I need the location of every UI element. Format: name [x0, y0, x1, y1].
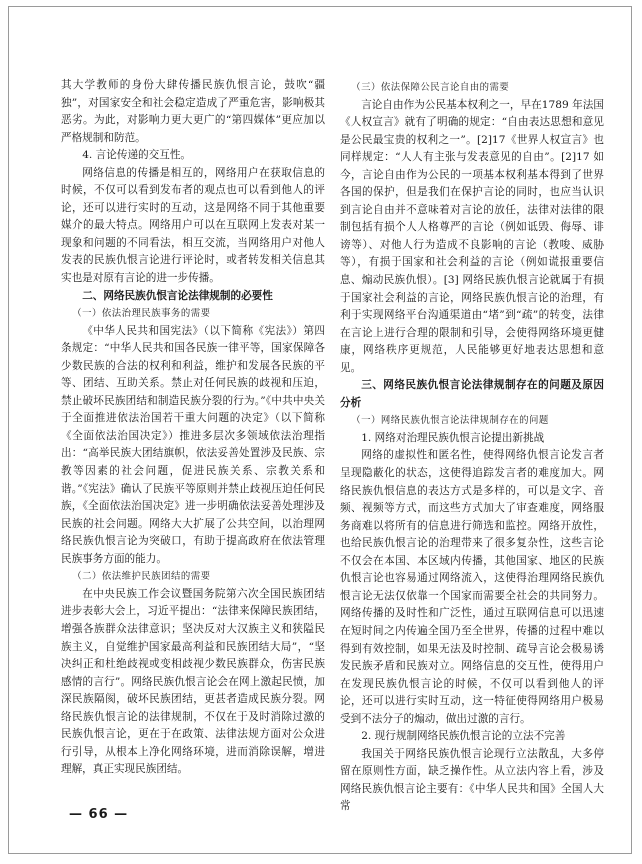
- section-heading: 二、网络民族仇恨言论法律规制的必要性: [82, 289, 273, 302]
- subheading: 1. 网络对治理民族仇恨言论提出新挑战: [361, 431, 545, 444]
- page-number: — 66 —: [69, 807, 129, 822]
- paragraph: 我国关于网络民族仇恨言论现行立法散乱，大多停留在原则性方面，缺乏操作性。从立法内容上看，涉及网络民族仇恨言论主要有：《中华人民共和国》全国人大常: [340, 747, 604, 813]
- paragraph: 《中华人民共和国宪法》（以下简称《宪法》）第四条规定：“中华人民共和国各民族一律平等，国家保障各少数民族的合法的权利和利益，维护和发展各民族的平等、团结、互助关系。禁止对任何民族的歧视和压迫，禁止破坏民族团结和制造民族分裂的行为。”《中共中央关于全面推进依法治国若干重大问题的决定》（以下简称《全面依法治国决定》）推进多层次多领域依法治理指出：“高举民族大团结旗帜，依法妥善处置涉及民族、宗教等因素的社会问题，促进民族关系、宗教关系和谐。”《宪法》确认了民族平等原则并禁止歧视压迫任何民族，《全面依法治国决定》进一步明确依法妥善处理涉及民族的社会问题。网络大大扩展了公共空间，以治理网络民族仇恨言论为突破口，有助于提高政府在依法管理民族事务方面的能力。: [61, 324, 325, 565]
- subheading: 4. 言论传递的交互性。: [82, 149, 192, 162]
- subsection-heading: （二）依法维护民族团结的需要: [72, 571, 211, 583]
- paragraph: 其大学教师的身份大肆传播民族仇恨言论，鼓吹“疆独”，对国家安全和社会稳定造成了严重危害，影响极其恶劣。为此，对影响力更大更广的“第四媒体”更应加以严格规制和防范。: [61, 79, 325, 144]
- subsection-heading: （一）网络民族仇恨言论法律规制存在的问题: [351, 415, 549, 427]
- section-heading: 三、网络民族仇恨言论法律规制存在的问题及原因分析: [340, 379, 604, 409]
- subheading: 2. 现行规制网络民族仇恨言论的立法不完善: [361, 730, 566, 743]
- left-column: [61, 77, 325, 779]
- paragraph: 网络信息的传播是相互的，网络用户在获取信息的时候，不仅可以看到发布者的观点也可以看到他人的评论，还可以进行实时的互动，这是网络不同于其他重要媒介的最大特点。网络用户可以在互联网上发表对某一现象和问题的不同看法，相互交流，当网络用户对他人发表的民族仇恨言论进行评论时，或者转发相关信息其实也是对原有言论的进一步传播。: [61, 166, 325, 285]
- subsection-heading: （一）依法治理民族事务的需要: [72, 308, 211, 320]
- paragraph: 网络的虚拟性和匿名性，使得网络仇恨言论发言者呈现隐蔽化的状态，这使得追踪发言者的难度加大。网络民族仇恨信息的表达方式是多样的，可以是文字、音频、视频等方式，而这些方式加大了审查难度，网络服务商难以将所有的信息进行筛选和监控。网络开放性，也给民族仇恨言论的治理带来了很多复杂性，这些言论不仅会在本国、本区域内传播，其他国家、地区的民族仇恨言论也容易通过网络流入，这使得治理网络民族仇恨言论无法仅依靠一个国家而需要全社会的共同努力。网络传播的及时性和广泛性，通过互联网信息可以迅速在短时间之内传遍全国乃至全世界，传播的过程中难以得到有效控制，如果无法及时控制、疏导言论会极易诱发民族矛盾和民族对立。网络信息的交互性，使得用户在发现民族仇恨言论的时候，不仅可以看到他人的评论，还可以进行实时互动，这一特征使得网络用户极易受到不法分子的煽动，做出过激的言行。: [340, 449, 604, 725]
- right-column: [340, 79, 604, 816]
- subsection-heading: （三）依法保障公民言论自由的需要: [351, 82, 510, 93]
- document-page: [8, 6, 632, 854]
- paragraph: 在中央民族工作会议暨国务院第六次全国民族团结进步表彰大会上，习近平提出：“法律来保障民族团结，增强各族群众法律意识；坚决反对大汉族主义和狭隘民族主义，自觉维护国家最高利益和民族团结大局”，“坚决纠正和杜绝歧视或变相歧视少数民族群众，伤害民族感情的言行”。网络民族仇恨言论会在网上激起民愤，加深民族隔阂，破坏民族团结，更甚者造成民族分裂。网络民族仇恨言论的法律规制，不仅在于及时消除过激的民族仇恨言论，更在于在政策、法律法规方面对公众进行引导，从根本上净化网络环境，进而消除误解，增进理解，真正实现民族团结。: [61, 587, 325, 776]
- paragraph: 言论自由作为公民基本权利之一，早在1789 年法国《人权宣言》就有了明确的规定：“自由表达思想和意见是公民最宝贵的权利之一”。[2]17《世界人权宣言》也同样规定：“人人有主张与发表意见的自由”。[2]17 如今，言论自由作为公民的一项基本权利基本得到了世界各国的保护，但是我们在保护言论的同时，也应当认识到言论自由并不意味着对言论的放任，法律对法律的限制包括有损个人人格尊严的言论（例如诋毁、侮辱、诽谤等）、对他人行为造成不良影响的言论（教唆、威胁等），有损于国家和社会利益的言论（例如谎报重要信息、煽动民族仇恨）。[3] 网络民族仇恨言论就属于有损于国家社会利益的言论，网络民族仇恨言论的治理，有利于实现网络平台沟通渠道由“堵”到“疏”的转变，法律在言论上进行合理的限制和引导，会使得网络环境更健康，网络秩序更规范，人民能够更好地表达思想和意见。: [340, 98, 604, 374]
